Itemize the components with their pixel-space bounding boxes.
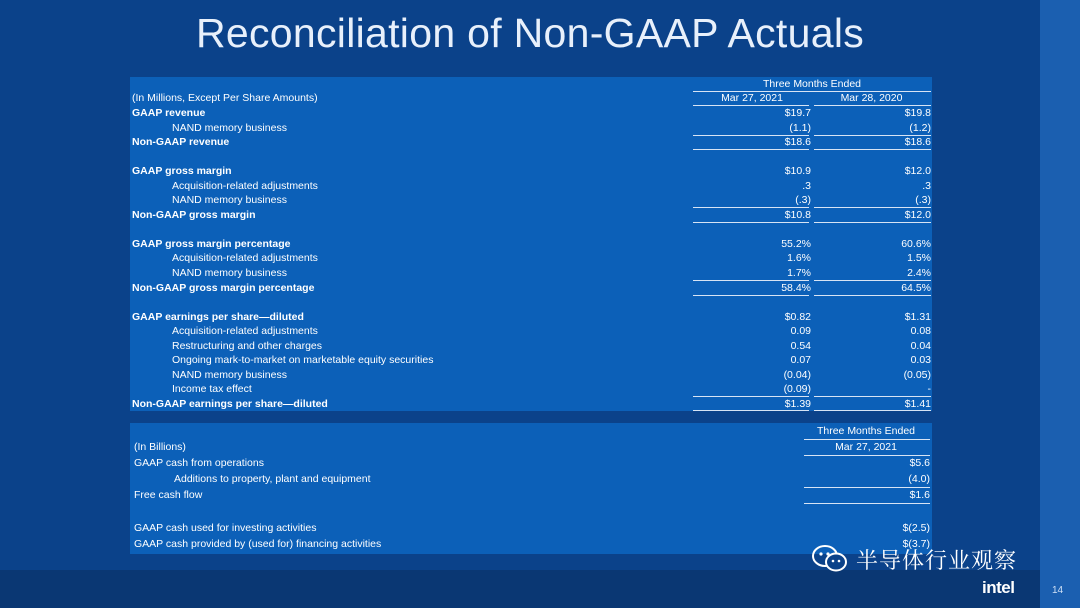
table-row	[130, 339, 932, 353]
row-value-2021: 1.7%	[787, 267, 811, 279]
table-row	[130, 193, 932, 207]
table-header-row	[130, 91, 932, 105]
table-row	[130, 456, 932, 471]
table-row	[130, 310, 932, 324]
column-header-q1-2020: Mar 28, 2020	[840, 92, 903, 104]
row-label: NAND memory business	[172, 194, 287, 206]
table-row	[130, 106, 932, 120]
row-value-2020: $19.8	[904, 107, 931, 119]
row-value-2021: 0.54	[790, 340, 811, 352]
row-value-2021: (0.04)	[783, 369, 811, 381]
row-label: Ongoing mark-to-market on marketable equity securities	[172, 354, 434, 366]
period-header: Three Months Ended	[816, 425, 916, 437]
table-header-row	[130, 440, 932, 455]
row-value: $5.6	[909, 457, 930, 469]
table-header-period-row	[130, 77, 932, 91]
row-label: GAAP gross margin percentage	[132, 238, 291, 250]
intel-logo: intel	[982, 578, 1015, 597]
row-label: GAAP earnings per share—diluted	[132, 311, 304, 323]
row-label: GAAP cash from operations	[134, 457, 264, 469]
row-label: Income tax effect	[172, 383, 252, 395]
row-value-2021: 58.4%	[781, 282, 811, 294]
row-label: GAAP cash used for investing activities	[134, 522, 317, 534]
row-value-2020: 0.08	[910, 325, 931, 337]
row-value-2020: (1.2)	[909, 122, 931, 134]
row-value: $(2.5)	[902, 522, 930, 534]
row-value-2020: .3	[922, 180, 931, 192]
row-value-2020: $1.31	[904, 311, 931, 323]
table-row	[130, 208, 932, 222]
table-row	[130, 121, 932, 135]
row-value-2021: 1.6%	[787, 252, 811, 264]
row-label: Non-GAAP revenue	[132, 136, 230, 148]
non-gaap-reconciliation-table	[130, 77, 932, 411]
row-value-2020: 0.03	[910, 354, 931, 366]
row-label: NAND memory business	[172, 369, 287, 381]
table-row	[130, 521, 932, 536]
row-label: Acquisition-related adjustments	[172, 325, 318, 337]
period-header: Three Months Ended	[762, 78, 862, 90]
row-value-2020: $12.0	[904, 209, 931, 221]
total-line	[693, 149, 809, 150]
row-label: GAAP revenue	[132, 107, 206, 119]
table-header-period-row	[130, 424, 932, 439]
column-header-q1-2021: Mar 27, 2021	[835, 441, 897, 453]
row-label: Additions to property, plant and equipment	[174, 473, 371, 485]
table-row	[130, 237, 932, 251]
row-label: GAAP cash provided by (used for) financing activities	[134, 538, 382, 550]
row-value-2021: .3	[802, 180, 811, 192]
row-value-2021: $19.7	[784, 107, 811, 119]
table-row	[130, 368, 932, 382]
total-line	[804, 503, 930, 504]
table-row	[130, 324, 932, 338]
row-value-2021: (0.09)	[783, 383, 811, 395]
row-label: Acquisition-related adjustments	[172, 180, 318, 192]
row-value-2021: 0.09	[790, 325, 811, 337]
table-row	[130, 281, 932, 295]
table-row	[130, 179, 932, 193]
row-value-2021: $0.82	[784, 311, 811, 323]
row-value-2020: (.3)	[915, 194, 931, 206]
table-row	[130, 164, 932, 178]
row-label: Free cash flow	[134, 489, 203, 501]
row-value: $1.6	[909, 489, 930, 501]
slide-title: Reconciliation of Non-GAAP Actuals	[195, 10, 865, 56]
total-line	[693, 222, 809, 223]
row-label: Non-GAAP gross margin percentage	[132, 282, 315, 294]
total-line	[814, 222, 931, 223]
page-number: 14	[1052, 585, 1064, 596]
row-value: $(3.7)	[902, 538, 930, 550]
total-line	[693, 410, 809, 411]
table-row	[130, 397, 932, 411]
row-value-2020: 2.4%	[907, 267, 931, 279]
free-cash-flow-table	[130, 423, 932, 554]
row-label: GAAP gross margin	[132, 165, 232, 177]
row-value-2020: 60.6%	[901, 238, 931, 250]
row-value-2021: 0.07	[790, 354, 811, 366]
total-line	[814, 295, 931, 296]
row-value-2020: 0.04	[910, 340, 931, 352]
total-line	[814, 410, 931, 411]
row-value-2021: $10.8	[784, 209, 811, 221]
table-row	[130, 266, 932, 280]
row-value: (4.0)	[908, 473, 930, 485]
row-label: Restructuring and other charges	[172, 340, 322, 352]
watermark-text: 半导体行业观察	[856, 548, 1018, 574]
table-row	[130, 251, 932, 265]
column-header-q1-2021: Mar 27, 2021	[721, 92, 783, 104]
row-value-2021: (.3)	[795, 194, 811, 206]
row-label: NAND memory business	[172, 122, 287, 134]
table-row	[130, 472, 932, 487]
watermark	[812, 542, 1017, 576]
table-row	[130, 382, 932, 396]
row-value-2020: 1.5%	[907, 252, 931, 264]
row-label: Non-GAAP earnings per share—diluted	[132, 398, 328, 410]
row-value-2020: $18.6	[904, 136, 931, 148]
wechat-icon	[812, 545, 848, 573]
total-line	[693, 295, 809, 296]
row-label: Non-GAAP gross margin	[132, 209, 256, 221]
table-row	[130, 135, 932, 149]
row-value-2020: $12.0	[904, 165, 931, 177]
row-value-2020: 64.5%	[901, 282, 931, 294]
row-value-2021: $18.6	[784, 136, 811, 148]
row-value-2020: (0.05)	[903, 369, 931, 381]
row-value-2021: (1.1)	[789, 122, 811, 134]
table-row	[130, 353, 932, 367]
row-value-2021: $10.9	[784, 165, 811, 177]
row-value-2021: 55.2%	[781, 238, 811, 250]
total-line	[814, 149, 931, 150]
row-value-2020: $1.41	[904, 398, 931, 410]
units-label: (In Millions, Except Per Share Amounts)	[132, 92, 318, 104]
row-value-2020: -	[927, 383, 931, 395]
table-row	[130, 488, 932, 503]
units-label: (In Billions)	[134, 441, 186, 453]
row-label: Acquisition-related adjustments	[172, 252, 318, 264]
row-label: NAND memory business	[172, 267, 287, 279]
right-margin-strip	[1040, 0, 1080, 608]
row-value-2021: $1.39	[784, 398, 811, 410]
